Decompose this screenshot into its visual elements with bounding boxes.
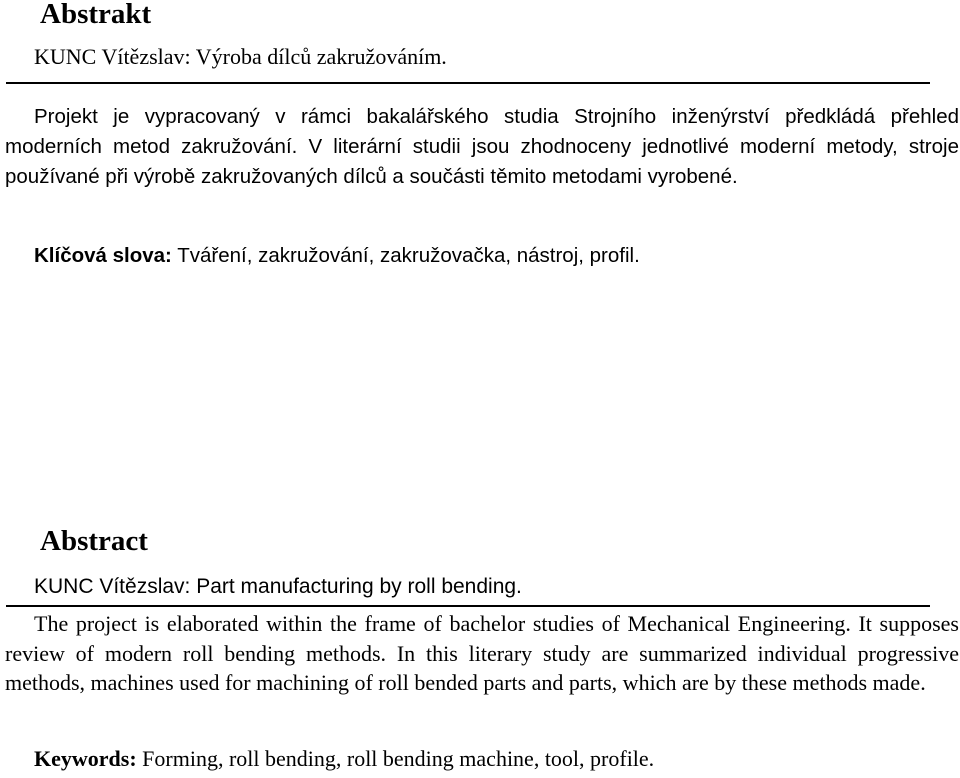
czech-keywords-text: Tváření, zakružování, zakružovačka, nástroj, profil. bbox=[171, 244, 640, 267]
english-keywords bbox=[34, 748, 654, 770]
czech-keywords bbox=[34, 246, 640, 267]
english-keywords-label: Keywords: bbox=[34, 746, 137, 771]
czech-keywords-label: Klíčová slova: bbox=[34, 244, 172, 267]
english-author-line: KUNC Vítězslav: Part manufacturing by roll bending. bbox=[34, 575, 522, 598]
czech-author-line: KUNC Vítězslav: Výroba dílců zakružováním. bbox=[34, 44, 447, 69]
english-divider bbox=[6, 605, 930, 607]
czech-abstract-paragraph bbox=[5, 102, 959, 192]
czech-divider bbox=[6, 82, 930, 84]
english-keywords-text: Forming, roll bending, roll bending machine, tool, profile. bbox=[136, 746, 655, 771]
english-abstract-text: The project is elaborated within the frame of bachelor studies of Mechanical Engineering. It supposes review of modern roll bending methods. In this literary study are summarized individual progressive methods, machines used for machining of roll bended parts and parts, which are by these methods made. bbox=[5, 611, 959, 695]
english-abstract-heading: Abstract bbox=[40, 525, 148, 557]
czech-abstract-text: Projekt je vypracovaný v rámci bakalářského studia Strojního inženýrství předkládá přehled moderních metod zakružování. V literární studii jsou zhodnoceny jednotlivé moderní metody, stroje používané při výrobě zakružovaných dílců a součásti těmito metodami vyrobené. bbox=[5, 105, 959, 188]
english-abstract-paragraph bbox=[5, 609, 959, 698]
czech-abstract-heading: Abstrakt bbox=[40, 0, 152, 30]
